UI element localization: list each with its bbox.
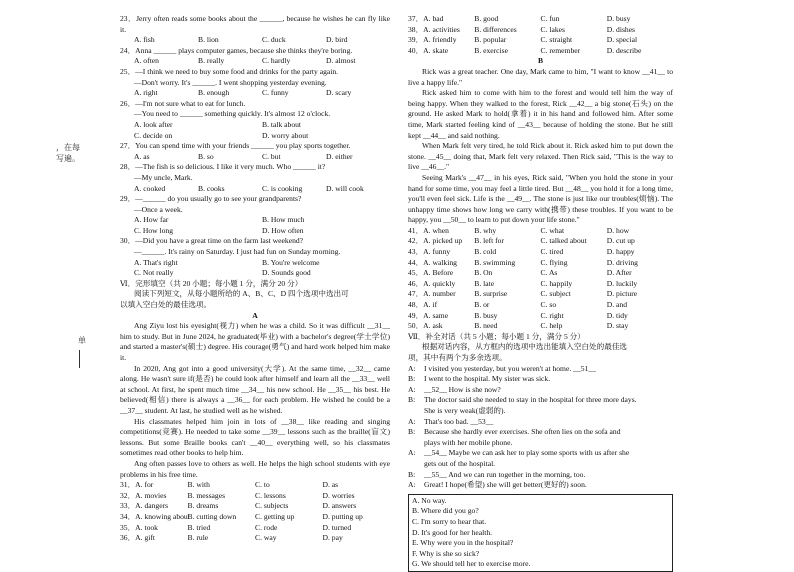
option: A. fish <box>134 35 155 45</box>
question-30-reply: —______. It's rainy on Saturday. I just had fun on Sunday morning. <box>134 247 341 257</box>
options-24 <box>120 56 390 67</box>
option: C. getting up <box>255 511 295 521</box>
option: C. hardly <box>262 56 291 66</box>
option: C. is cooking <box>262 183 303 193</box>
option-row <box>120 501 390 512</box>
left-column <box>120 14 390 544</box>
box-option: A. No way. <box>412 495 447 505</box>
options-26 <box>120 120 390 131</box>
option: 45．A. Before <box>408 268 454 278</box>
option: A. right <box>134 88 158 98</box>
dialogue-text: The doctor said she needed to stay in the hospital for three more days. <box>424 395 637 405</box>
option-row <box>408 236 673 247</box>
option: C. to <box>255 480 270 490</box>
option: C. funny <box>262 88 289 98</box>
option-row <box>408 289 673 300</box>
passage-a-para-3: His classmates helped him join in lots of __38__ like reading and singing competitions(竞赛). He needed to take some __39__ lessons such as the braille(盲文) lessons. But some Braille books can't __40__ everything well, so his classmates sometimes read other books to help him. <box>120 416 390 458</box>
option: D. worries <box>322 490 355 500</box>
passage-b-para-1: Rick was a great teacher. One day, Mark came to him, "I want to know __41__ to live a happy life." <box>408 66 673 87</box>
option: B. cold <box>474 247 497 257</box>
option: 40．A. skate <box>408 45 449 55</box>
option: B. cutting down <box>187 511 237 521</box>
passage-b-para-3: When Mark felt very tired, he told Rick about it. Rick asked him to put down the stone. __45__ doing that, Mark felt very relaxed. Then Rick said, "This is the way to live __46__." <box>408 141 673 172</box>
question-28-reply: —My uncle, Mark. <box>134 172 193 182</box>
option: C. happily <box>540 278 573 288</box>
option-row <box>408 226 673 237</box>
question-27: 27．You can spend time with your friends ______ you play sports together. <box>120 141 351 151</box>
option: 47．A. number <box>408 289 456 299</box>
passage-a-para-4: Ang often passes love to others as well. He helps the high school students with eye problems in his free time. <box>120 458 390 479</box>
dialogue-text: Because she hardly ever exercises. She often lies on the sofa and <box>424 427 621 437</box>
option: 44．A. walking <box>408 257 457 267</box>
option: D. cut up <box>606 236 635 246</box>
option-row <box>120 512 390 523</box>
speaker: A: <box>408 480 416 490</box>
option: B. good <box>474 14 499 23</box>
options-30 <box>120 258 390 269</box>
option-row <box>408 258 673 269</box>
option-row <box>408 300 673 311</box>
option: B. or <box>474 300 490 310</box>
dialogue-text: That's too bad. __53__ <box>424 416 494 426</box>
option: C. decide on <box>134 130 173 140</box>
options-25 <box>120 88 390 99</box>
speaker: A: <box>408 416 416 426</box>
dialogue-line <box>408 406 673 417</box>
dialogue-text: gets out of the hospital. <box>424 458 496 468</box>
dialogue-line <box>408 448 673 459</box>
option: C. but <box>262 151 281 161</box>
option: D. scary <box>326 88 352 98</box>
speaker: B: <box>408 469 416 479</box>
cloze-options-31-36 <box>120 480 390 544</box>
option: C. fun <box>540 14 560 23</box>
option: 50．A. ask <box>408 321 443 331</box>
option: D. special <box>606 35 638 45</box>
option: B. late <box>474 278 495 288</box>
option-row <box>120 491 390 502</box>
option: D. worry about <box>262 130 309 140</box>
question-25-reply: —Don't worry. It's ______. I went shopping yesterday evening. <box>134 77 327 87</box>
option: C. remember <box>540 45 581 55</box>
option: B. On <box>474 268 493 278</box>
option: B. exercise <box>474 45 508 55</box>
speaker: A: <box>408 363 416 373</box>
option: A. cooked <box>134 183 166 193</box>
option: 34．A. knowing about <box>120 511 190 521</box>
option: C. so <box>540 300 557 310</box>
option: A. How far <box>134 215 169 225</box>
option-row <box>408 46 673 57</box>
dialogue <box>408 364 673 491</box>
option: 48．A. if <box>408 300 438 310</box>
option: D. tidy <box>606 310 628 320</box>
option: B. You're welcome <box>262 257 320 267</box>
question-24: 24．Anna ______ plays computer games, because she thinks they're boring. <box>120 45 353 55</box>
question-28: 28．—The fish is so delicious. I like it very much. Who ______ it? <box>120 162 326 172</box>
box-option: E. Why were you in the hospital? <box>412 538 514 548</box>
option: B. popular <box>474 35 507 45</box>
box-option: D. It's good for her health. <box>412 527 493 537</box>
option: C. Not really <box>134 268 174 278</box>
dialogue-line <box>408 427 673 438</box>
option-row <box>408 321 673 332</box>
option: B. busy <box>474 310 498 320</box>
option: B. cooks <box>198 183 225 193</box>
option: B. need <box>474 321 498 331</box>
section-7-title: Ⅶ．补全对话（共 5 小题；每小题 1 分，满分 5 分） <box>408 331 585 341</box>
section-7-instruction: 根据对话内容，从方框内的选项中选出能填入空白处的最佳选 <box>422 342 628 352</box>
option: 33．A. dangers <box>120 501 169 511</box>
question-23: 23．Jerry often reads some books about the ______, because he wishes he can fly like it. <box>120 14 390 34</box>
dialogue-text: __52__ How is she now? <box>424 384 501 394</box>
option: C. How long <box>134 225 174 235</box>
option: B. lion <box>198 35 219 45</box>
passage-a-para-1: Ang Ziyu lost his eyesight(视力) when he was a child. So it was difficult __31__ him to study. But in June 2024, he graduated(毕业) with a bachelor's degree(学士学位) and started a master's(硕士) degree. His courage(勇气) and hard work helped him make it. <box>120 321 390 362</box>
options-26b <box>120 131 390 142</box>
speaker: B: <box>408 427 416 437</box>
option: 43．A. funny <box>408 247 451 257</box>
option: D. describe <box>606 45 642 55</box>
dialogue-line <box>408 395 673 406</box>
passage-b-para-2: Rick asked him to come with him to the forest and would tell him the way of being happy. When they walked to the forest, Rick __42__ a big stone(石头) on the ground. He asked Mark to hold(拿着) it in his hand and followed him. After some time, Mark started feeling kind of __43__ because of holding the stone. But he still kept __44__ and said nothing. <box>408 88 673 140</box>
option: D. pay <box>322 533 343 543</box>
option: C. lakes <box>540 24 565 34</box>
option: 42．A. picked up <box>408 236 463 246</box>
option: D. putting up <box>322 511 363 521</box>
option-row <box>408 25 673 36</box>
question-25: 25．—I think we need to buy some food and drinks for the party again. <box>120 66 339 76</box>
option: 37．A. bad <box>408 14 444 23</box>
question-26-reply: —You need to ______ something quickly. It's almost 12 o'clock. <box>134 109 331 119</box>
option-row <box>120 523 390 534</box>
option: B. dreams <box>187 501 219 511</box>
option: C. lessons <box>255 490 286 500</box>
options-30b <box>120 268 390 279</box>
option: B. so <box>198 151 214 161</box>
speaker: B: <box>408 395 416 405</box>
options-27 <box>120 152 390 163</box>
option: 49．A. same <box>408 310 449 320</box>
section-6-instruction-2: 以填入空白处的最佳选项。 <box>120 300 212 310</box>
cloze-options-37-40 <box>408 14 673 56</box>
option: D. picture <box>606 289 638 299</box>
dialogue-line <box>408 480 673 491</box>
option: A. That's right <box>134 257 178 267</box>
option-row <box>408 311 673 322</box>
option: B. talk about <box>262 119 302 129</box>
dialogue-line <box>408 459 673 470</box>
dialogue-line <box>408 385 673 396</box>
passage-b-label: B <box>537 56 544 66</box>
dialogue-line <box>408 364 673 375</box>
speaker: A: <box>408 384 416 394</box>
option: D. How often <box>262 225 304 235</box>
option: B. really <box>198 56 225 66</box>
box-option: G. We should tell her to exercise more. <box>412 559 531 569</box>
passage-b-para-4: Seeing Mark's __47__ in his eyes, Rick said, "When you hold the stone in your hand for some time, you may feel a little tired. But __48__ you hold it for a long time, you'll even feel sick. Life is the __49__. The stone is just like our troubles(烦恼). The unhappy time shows how long we carry with(携带) these troubles. If you want to be happy, you __50__ to learn to put down your life stone." <box>408 172 673 225</box>
option: B. enough <box>198 88 230 98</box>
option: C. talked about <box>540 236 587 246</box>
option: B. rule <box>187 533 209 543</box>
option-row <box>408 279 673 290</box>
option: C. way <box>255 533 277 543</box>
option: D. bird <box>326 35 348 45</box>
option: B. surprise <box>474 289 508 299</box>
passage-a-para-2: In 2020, Ang got into a good university(大学). At the same time, __32__ came along. He wasn't sure if(是否) he could look after himself and learn all the __33__ well at school. At first, he spent much time __34__ his new school. He __35__ his best. He believed(相信) there is always a __36__ for each problem. He wished he could be a __37__ student. At last, he studied well as he wished. <box>120 363 390 415</box>
dialogue-line <box>408 470 673 481</box>
option: D. driving <box>606 257 638 267</box>
option-row <box>408 268 673 279</box>
options-28 <box>120 184 390 195</box>
option: D. answers <box>322 501 357 511</box>
question-29: 29．—______ do you usually go to see your grandparents? <box>120 194 302 204</box>
passage-a-label: A <box>252 310 258 320</box>
margin-note: 单 <box>78 336 86 345</box>
option: D. stay <box>606 321 629 331</box>
option: C. duck <box>262 35 286 45</box>
option: B. left for <box>474 236 504 246</box>
options-23 <box>120 35 390 46</box>
options-29b <box>120 226 390 237</box>
option-row <box>120 533 390 544</box>
margin-note: ，在每 <box>56 143 80 152</box>
cloze-options-41-50 <box>408 226 673 332</box>
dialogue-text: plays with her mobile phone. <box>424 437 513 447</box>
option: D. and <box>606 300 627 310</box>
option: 39．A. friendly <box>408 35 457 45</box>
option: D. either <box>326 151 353 161</box>
dialogue-text: __54__ Maybe we can ask her to play some sports with us after she <box>424 448 630 458</box>
dialogue-line <box>408 417 673 428</box>
option: 36．A. gift <box>120 533 156 543</box>
dialogue-text: __55__ And we can run together in the morning, too. <box>424 469 586 479</box>
dialogue-line <box>408 438 673 449</box>
option: D. After <box>606 268 632 278</box>
option: C. help <box>540 321 563 331</box>
option: C. subjects <box>255 501 289 511</box>
speaker: B: <box>408 374 416 384</box>
binding-line <box>79 350 80 368</box>
option: C. As <box>540 268 558 278</box>
dialogue-text: I went to the hospital. My sister was sick. <box>424 374 551 384</box>
dialogue-text: She is very weak(虚弱的). <box>424 405 506 415</box>
option: A. as <box>134 151 150 161</box>
option: B. How much <box>262 215 305 225</box>
option: 31．A. for <box>120 480 154 490</box>
option: B. differences <box>474 24 517 34</box>
option: D. happy <box>606 247 635 257</box>
option: D. luckily <box>606 278 638 288</box>
dialogue-line <box>408 374 673 385</box>
options-box <box>408 494 673 572</box>
option: A. look after <box>134 119 173 129</box>
option: B. why <box>474 225 497 235</box>
section-6-instruction: 阅读下列短文，从每小题所给的 A、B、C、D 四个选项中选出可 <box>134 289 349 299</box>
option: 41．A. when <box>408 225 449 235</box>
dialogue-text: Great! I hope(希望) she will get better(更好的) soon. <box>424 480 587 490</box>
margin-note: 写遍。 <box>56 154 80 163</box>
question-29-reply: —Once a week. <box>134 204 183 214</box>
box-option: F. Why is she so sick? <box>412 548 480 558</box>
option: D. how <box>606 225 630 235</box>
right-column <box>408 14 673 572</box>
option: D. will cook <box>326 183 364 193</box>
options-29 <box>120 215 390 226</box>
option: C. rode <box>255 522 278 532</box>
option: D. almost <box>326 56 356 66</box>
option-row <box>408 247 673 258</box>
option: 38．A. activities <box>408 24 460 34</box>
option: 32．A. movies <box>120 490 167 500</box>
option: B. with <box>187 480 210 490</box>
speaker: A: <box>408 448 416 458</box>
option: C. tired <box>540 247 564 257</box>
option: D. as <box>322 480 339 490</box>
question-30: 30．—Did you have a great time on the farm last weekend? <box>120 236 304 246</box>
option: C. what <box>540 225 565 235</box>
option-row <box>408 35 673 46</box>
option: D. busy <box>606 14 631 23</box>
option: C. subject <box>540 289 571 299</box>
question-26: 26．—I'm not sure what to eat for lunch. <box>120 98 246 108</box>
box-option: C. I'm sorry to hear that. <box>412 516 487 526</box>
option: D. Sounds good <box>262 268 311 278</box>
option: C. right <box>540 310 564 320</box>
option: B. swimming <box>474 257 516 267</box>
option-row <box>120 480 390 491</box>
box-option: B. Where did you go? <box>412 506 479 516</box>
option-row <box>408 14 673 25</box>
option: 35．A. took <box>120 522 158 532</box>
option: B. tried <box>187 522 211 532</box>
option: A. often <box>134 56 159 66</box>
dialogue-text: I visited you yesterday, but you weren't at home. __51__ <box>424 363 596 373</box>
option: C. straight <box>540 35 573 45</box>
option: B. messages <box>187 490 226 500</box>
option: D. dishes <box>606 24 636 34</box>
option: 46．A. quickly <box>408 278 456 288</box>
option: C. flying <box>540 257 568 267</box>
section-6-title: Ⅵ．完形填空（共 20 小题；每小题 1 分，满分 20 分） <box>120 278 303 288</box>
option: D. turned <box>322 522 352 532</box>
section-7-instruction-2: 项，其中有两个为多余选项。 <box>408 353 507 362</box>
